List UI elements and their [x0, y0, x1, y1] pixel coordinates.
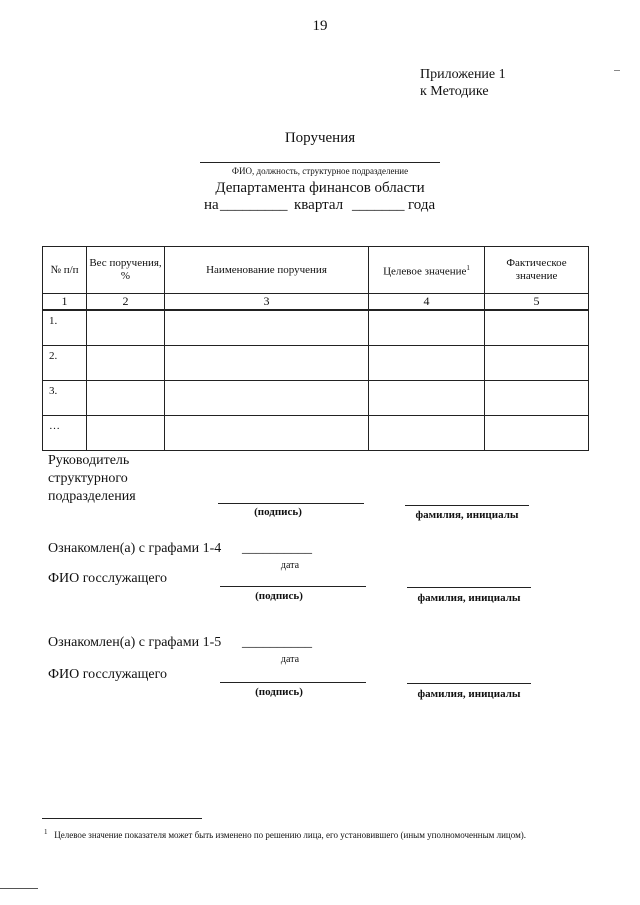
- column-number: 5: [485, 294, 589, 311]
- ack1-name-line[interactable]: [407, 587, 531, 588]
- cell-actual[interactable]: [485, 346, 589, 381]
- period-goda: года: [408, 197, 436, 213]
- ack2-name-line[interactable]: [407, 683, 531, 684]
- head-name-caption: фамилия, инициалы: [415, 509, 519, 521]
- cell-weight[interactable]: [87, 381, 165, 416]
- head-label-line1: Руководитель: [48, 453, 130, 468]
- cell-weight[interactable]: [87, 346, 165, 381]
- row-number: 1.: [43, 310, 87, 346]
- footnote-text: Целевое значение показателя может быть изменено по решению лица, его установившего (иным уполномоченным лицом).: [54, 830, 527, 840]
- header-number: № п/п: [43, 247, 87, 294]
- cell-target[interactable]: [369, 346, 485, 381]
- head-label: [48, 452, 136, 506]
- document-title: Поручения: [284, 130, 356, 146]
- column-number: 3: [165, 294, 369, 311]
- cell-task-name[interactable]: [165, 310, 369, 346]
- head-label-line2: структурного: [48, 471, 128, 486]
- cell-target[interactable]: [369, 310, 485, 346]
- period-kvartal: квартал: [294, 197, 344, 213]
- ack1-signature-caption: (подпись): [255, 590, 303, 602]
- ack1-text: Ознакомлен(а) с графами 1-4: [48, 541, 222, 556]
- cell-actual[interactable]: [485, 310, 589, 346]
- header-actual-value: Фактическое значение: [485, 247, 589, 294]
- appendix-line2: к Методике: [420, 84, 489, 99]
- head-name-line[interactable]: [405, 505, 529, 506]
- cell-task-name[interactable]: [165, 381, 369, 416]
- ack2-date-blank[interactable]: __________: [242, 635, 312, 650]
- scan-mark: [0, 888, 38, 889]
- table-row: [43, 381, 589, 416]
- table-row: [43, 310, 589, 346]
- period-blank2: _______: [352, 197, 405, 213]
- ack2-signature-caption: (подпись): [255, 686, 303, 698]
- footnote-number: 1: [44, 828, 48, 836]
- cell-task-name[interactable]: [165, 346, 369, 381]
- table-header-row: [43, 247, 589, 294]
- page-number: 19: [312, 18, 328, 34]
- ack2-signature-line[interactable]: [220, 682, 366, 683]
- period-blank1: _________: [220, 197, 288, 213]
- ack1-date-caption: дата: [280, 560, 300, 571]
- cell-weight[interactable]: [87, 310, 165, 346]
- cell-weight[interactable]: [87, 416, 165, 451]
- ack2-text: Ознакомлен(а) с графами 1-5: [48, 635, 222, 650]
- cell-target[interactable]: [369, 416, 485, 451]
- footnote: [44, 826, 590, 841]
- row-number: 3.: [43, 381, 87, 416]
- ack2-date-caption: дата: [280, 654, 300, 665]
- ack1-date-blank[interactable]: __________: [242, 541, 312, 556]
- header-weight: Вес поручения, %: [87, 247, 165, 294]
- footnote-mark: 1: [466, 263, 470, 272]
- column-number: 1: [43, 294, 87, 311]
- appendix-line1: Приложение 1: [420, 67, 506, 82]
- scan-mark: [614, 70, 620, 71]
- table-row: [43, 416, 589, 451]
- header-target-value: [369, 247, 485, 294]
- cell-actual[interactable]: [485, 416, 589, 451]
- table-row: [43, 346, 589, 381]
- cell-actual[interactable]: [485, 381, 589, 416]
- column-number: 2: [87, 294, 165, 311]
- header-task-name: Наименование поручения: [165, 247, 369, 294]
- ack1-name-caption: фамилия, инициалы: [417, 592, 521, 604]
- appendix-header: [420, 66, 506, 100]
- ack2-name-caption: фамилия, инициалы: [417, 688, 521, 700]
- ack2-fio-label: ФИО госслужащего: [48, 667, 168, 682]
- fio-caption: ФИО, должность, структурное подразделение: [231, 166, 409, 176]
- row-number: …: [43, 416, 87, 451]
- ack1-fio-label: ФИО госслужащего: [48, 571, 168, 586]
- header-target-label: Целевое значение: [383, 265, 467, 278]
- head-signature-caption: (подпись): [254, 506, 302, 518]
- tasks-table: [42, 246, 589, 451]
- period-na: на: [204, 197, 219, 213]
- row-number: 2.: [43, 346, 87, 381]
- department-name: Департамента финансов области: [215, 180, 425, 196]
- column-numbers-row: [43, 294, 589, 311]
- head-label-line3: подразделения: [48, 489, 136, 504]
- cell-task-name[interactable]: [165, 416, 369, 451]
- cell-target[interactable]: [369, 381, 485, 416]
- ack1-signature-line[interactable]: [220, 586, 366, 587]
- head-signature-line[interactable]: [218, 503, 364, 504]
- footnote-separator: [42, 818, 202, 819]
- column-number: 4: [369, 294, 485, 311]
- fio-line: [200, 162, 440, 163]
